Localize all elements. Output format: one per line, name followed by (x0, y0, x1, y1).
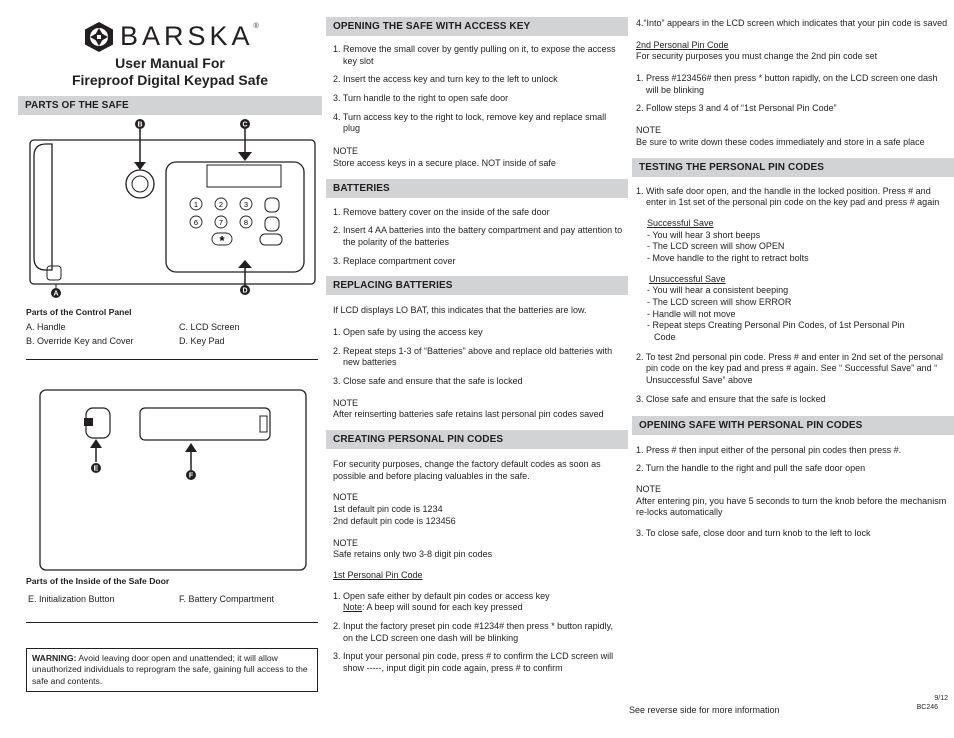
second-pin-subheading: 2nd Personal Pin Code (636, 39, 729, 50)
part-b: B. Override Key and Cover (26, 335, 134, 346)
callout-d: D (242, 287, 248, 295)
part-c: C. LCD Screen (179, 322, 240, 333)
unsuccessful-save-item: - Repeat steps Creating Personal Pin Codes, of 1st Personal Pin Code (647, 320, 905, 343)
key-star: * (219, 233, 225, 248)
safe-inside-door-diagram (38, 388, 308, 578)
replacing-step-1: 1. Open safe by using the access key (333, 326, 483, 337)
testing-step-3: 3. Close safe and ensure that the safe is locked (636, 393, 826, 404)
unsuccessful-save-label: Unsuccessful Save (649, 273, 726, 284)
replacing-step-3: 3. Close safe and ensure that the safe is locked (333, 376, 523, 386)
part-a: A. Handle (26, 322, 66, 333)
callout-f: F (188, 472, 194, 480)
unsuccessful-save-item: - The LCD screen will show ERROR (647, 297, 792, 307)
second-pin-note: Be sure to write down these codes immediately and store in a safe place (636, 136, 925, 147)
divider (26, 359, 318, 360)
creating-note2-label: NOTE (333, 537, 359, 548)
second-pin-step-2: 2. Follow steps 3 and 4 of “1st Personal Pin Code” (636, 103, 837, 114)
creating-note1-line2: 2nd default pin code is 123456 (333, 515, 456, 526)
creating-intro: For security purposes, change the factory default codes as soon as possible and before placing valuables in the safe. (333, 459, 601, 481)
brand-logo (82, 20, 292, 54)
successful-save-item: - The LCD screen will show OPEN (647, 241, 785, 252)
column-right (629, 0, 954, 738)
access-key-note-label: NOTE (333, 146, 359, 157)
column-left (18, 0, 322, 738)
opening-pin-heading: OPENING SAFE WITH PERSONAL PIN CODES (632, 416, 954, 435)
first-pin-step-1-note: Note: A beep will sound for each key pressed (343, 602, 523, 613)
barska-emblem-icon (82, 21, 116, 53)
testing-heading: TESTING THE PERSONAL PIN CODES (632, 158, 954, 177)
creating-note2: Safe retains only two 3-8 digit pin codes (333, 549, 493, 560)
manual-title: User Manual For Fireproof Digital Keypad Safe (71, 55, 269, 88)
replacing-note-label: NOTE (333, 397, 359, 408)
creating-heading: CREATING PERSONAL PIN CODES (326, 430, 628, 449)
opening-pin-note: After entering pin, you have 5 seconds to turn the knob before the mechanism re-locks automatically (636, 495, 947, 518)
footer-reverse-note: See reverse side for more information (629, 705, 780, 715)
second-pin-note-label: NOTE (636, 125, 662, 136)
callout-a: A (53, 290, 59, 298)
control-panel-parts (26, 307, 322, 348)
access-key-step-4: 4. Turn access key to the right to lock, remove key and replace small plug (333, 111, 607, 134)
warning-label: WARNING: (32, 653, 77, 663)
part-f: F. Battery Compartment (179, 594, 275, 605)
access-key-step-1: 1. Remove the small cover by gently pulling on it, to expose the access key slot (333, 44, 616, 66)
unsuccessful-save (647, 274, 954, 344)
second-pin-intro: For security purposes you must change the 2nd pin code set (636, 51, 878, 62)
inside-door-parts (26, 576, 322, 606)
replacing-note: After reinserting batteries safe retains last personal pin codes saved (333, 409, 604, 420)
first-pin-step-1: 1. Open safe either by default pin codes or access key (333, 590, 550, 601)
control-panel-label: Parts of the Control Panel (26, 307, 132, 317)
parts-of-safe-heading: PARTS OF THE SAFE (18, 96, 322, 115)
access-key-note: Store access keys in a secure place. NOT inside of safe (333, 157, 556, 168)
testing-step-2: 2. To test 2nd personal pin code. Press # and enter in 2nd set of the personal pin code on the key pad and press # again. See “ Successful Save” and “ Unsuccessful Save” above (636, 351, 944, 386)
registered-mark: ® (253, 23, 259, 31)
replacing-intro: If LCD displays LO BAT, this indicates that the batteries are low. (333, 305, 587, 316)
creating-note1-line1: 1st default pin code is 1234 (333, 504, 443, 515)
testing-step-1: 1. With safe door open, and the handle in the locked position. Press # and enter in 1st set of the personal pin code on the key pad and press # again (636, 185, 940, 208)
successful-save-label: Successful Save (647, 217, 714, 228)
brand-wordmark: BARSKA (120, 21, 254, 52)
warning-box (26, 648, 318, 692)
first-pin-step-4: 4.“Into” appears in the LCD screen which indicates that your pin code is saved (636, 18, 948, 28)
callout-e: E (93, 465, 99, 473)
access-key-step-2: 2. Insert the access key and turn key to the left to unlock (333, 74, 558, 85)
access-key-heading: OPENING THE SAFE WITH ACCESS KEY (326, 17, 628, 36)
key-7: 7 (218, 218, 224, 227)
access-key-step-3: 3. Turn handle to the right to open safe door (333, 93, 509, 104)
part-e: E. Initialization Button (28, 594, 115, 605)
opening-pin-step-3: 3. To close safe, close door and turn knob to the left to lock (636, 527, 871, 538)
successful-save-item: - You will hear 3 short beeps (647, 229, 761, 240)
unsuccessful-save-item: - You will hear a consistent beeping (647, 285, 789, 296)
key-2: 2 (218, 200, 224, 209)
batteries-step-1: 1. Remove battery cover on the inside of the safe door (333, 206, 550, 217)
replacing-step-2: 2. Repeat steps 1-3 of “Batteries” above and replace old batteries with new batteries (333, 345, 613, 368)
warning-text: Avoid leaving door open and unattended; it will allow unauthorized individuals to reprogram the safe, gaining full access to the safe and contents. (32, 653, 308, 686)
part-d: D. Key Pad (179, 335, 225, 346)
replacing-heading: REPLACING BATTERIES (326, 276, 628, 295)
callout-c: C (242, 121, 248, 129)
column-middle (326, 0, 628, 738)
callout-b: B (137, 121, 143, 129)
key-8: 8 (243, 218, 249, 227)
batteries-heading: BATTERIES (326, 179, 628, 198)
safe-front-diagram (28, 116, 318, 306)
divider (26, 622, 318, 623)
footer-date: 9/12 (934, 695, 948, 702)
footer-code: BC246 (916, 704, 938, 711)
first-pin-subheading: 1st Personal Pin Code (333, 569, 423, 580)
batteries-step-2: 2. Insert 4 AA batteries into the battery compartment and pay attention to the polarity of the batteries (333, 225, 623, 247)
key-3: 3 (243, 200, 249, 209)
successful-save-item: - Move handle to the right to retract bolts (647, 252, 809, 263)
key-6: 6 (193, 218, 199, 227)
opening-pin-step-1: 1. Press # then input either of the personal pin codes then press #. (636, 444, 902, 455)
second-pin-step-1: 1. Press #123456# then press * button rapidly, on the LCD screen one dash will be blinking (636, 73, 938, 95)
inside-door-label: Parts of the Inside of the Safe Door (26, 576, 170, 586)
first-pin-step-2: 2. Input the factory preset pin code #1234# then press * button rapidly, on the LCD screen one dash will be blinking (333, 620, 614, 643)
unsuccessful-save-item: - Handle will not move (647, 308, 736, 319)
successful-save (647, 218, 954, 265)
key-1: 1 (193, 200, 199, 209)
creating-note1-label: NOTE (333, 492, 359, 503)
opening-pin-note-label: NOTE (636, 483, 662, 494)
opening-pin-step-2: 2. Turn the handle to the right and pull the safe door open (636, 463, 866, 474)
first-pin-step-3: 3. Input your personal pin code, press # to confirm the LCD screen will show -----, input digit pin code again, press # to confirm (333, 651, 614, 673)
batteries-step-3: 3. Replace compartment cover (333, 255, 456, 266)
